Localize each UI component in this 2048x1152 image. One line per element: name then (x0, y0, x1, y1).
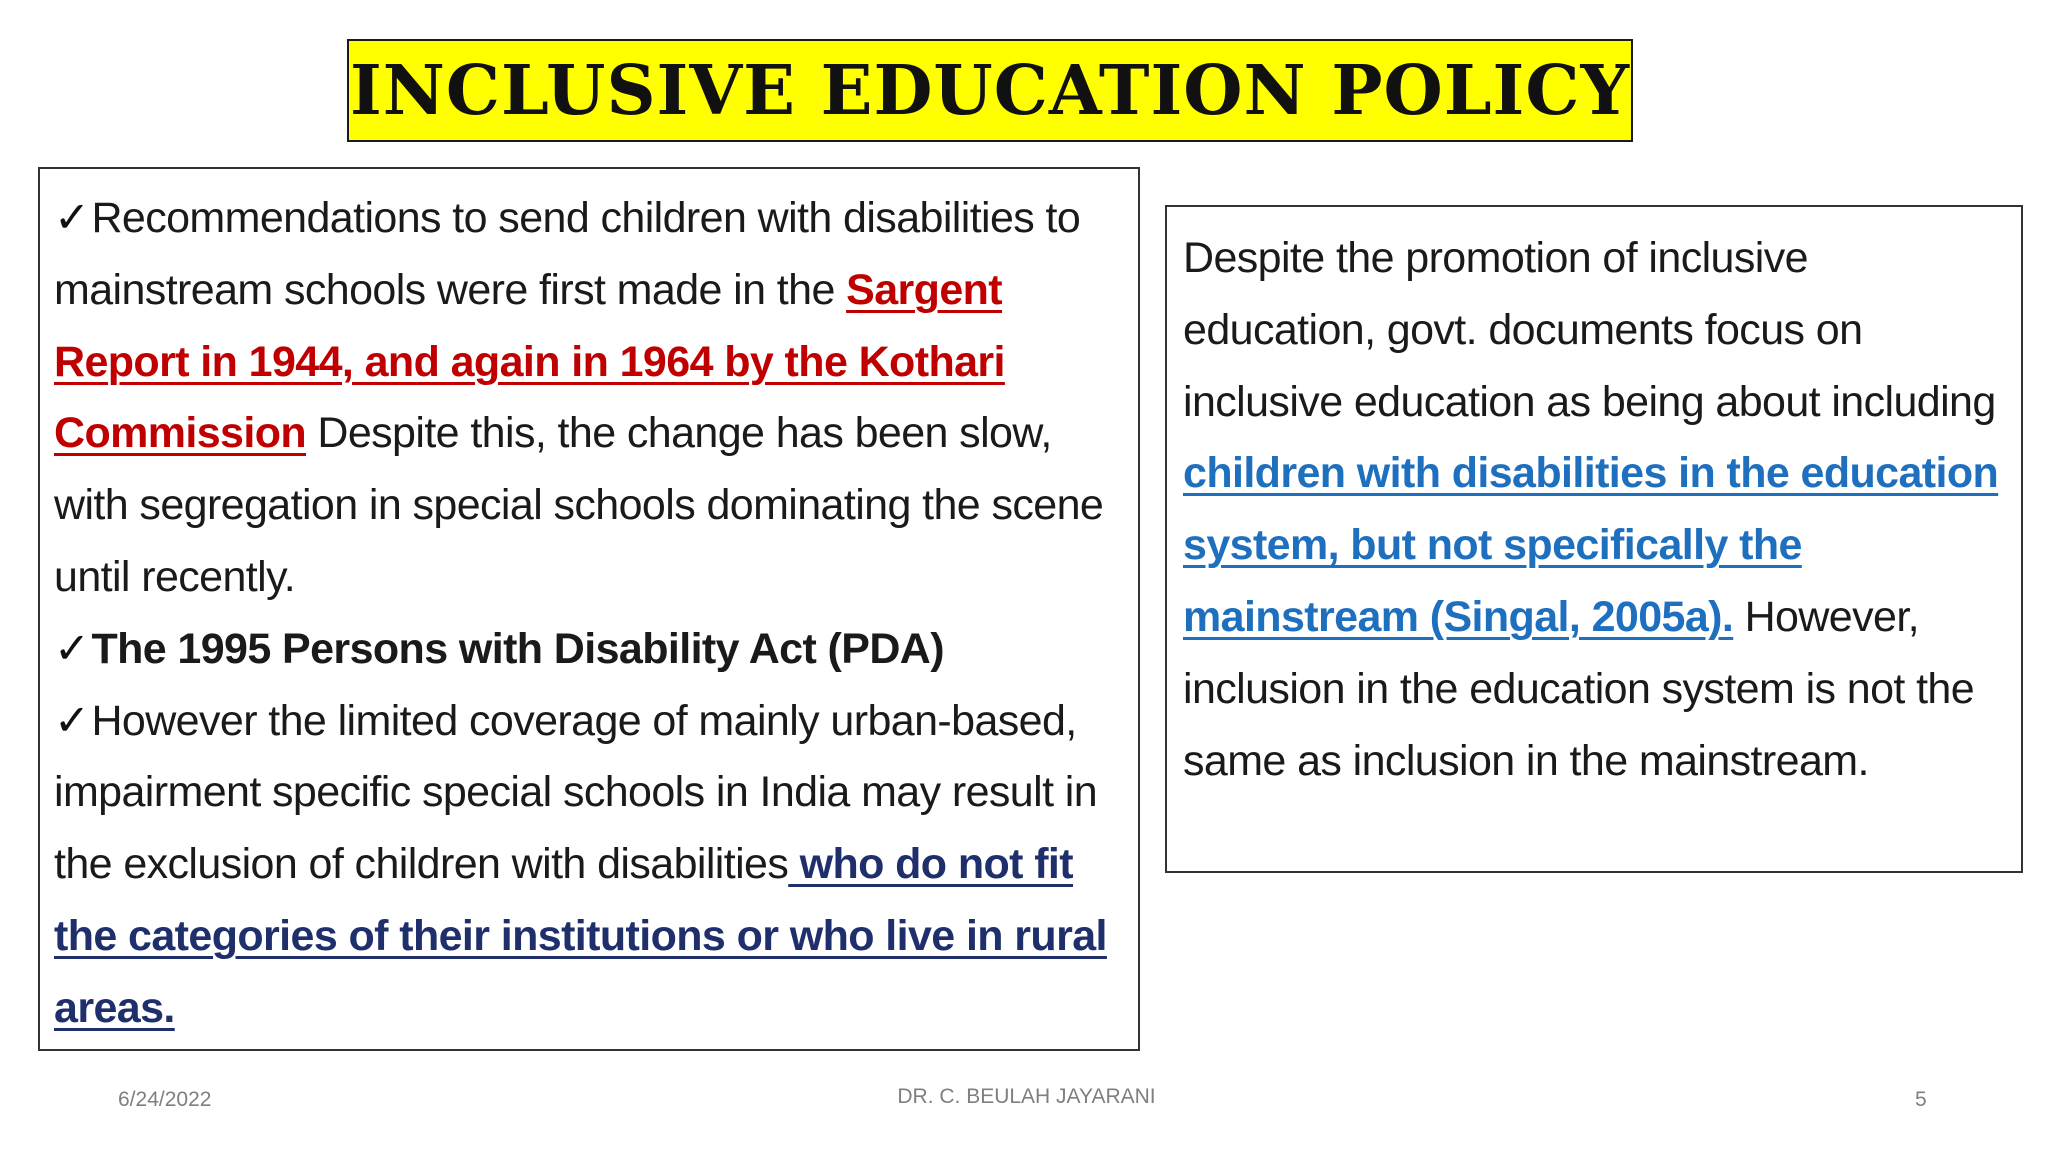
right-text-after: However, inclusion in the education system is not the same as inclusion in the mainstream. (1183, 592, 1975, 785)
para2-bold-text: The 1995 Persons with Disability Act (PDA) (91, 624, 944, 673)
right-content-box (1165, 205, 2023, 873)
singal-2005a-link[interactable]: children with disabilities in the education system, but not specifically the mainstream (Singal, 2005a). (1183, 449, 1999, 641)
title-banner (347, 39, 1633, 142)
sargent-kothari-link[interactable]: Sargent Report in 1944, and again in 1964 by the Kothari Commission (54, 265, 1005, 458)
checkmark-icon: ✓ (54, 695, 90, 746)
bullet-pda-act (54, 614, 1126, 686)
bullet-limited-coverage (54, 686, 1126, 1045)
checkmark-icon: ✓ (54, 623, 90, 674)
footer-page-number: 5 (1915, 1088, 1927, 1111)
right-text-before: Despite the promotion of inclusive education, govt. documents focus on inclusive education as being about including (1183, 234, 1996, 426)
bullet-sargent-report (54, 183, 1126, 614)
para1-text: Recommendations to send children with disabilities to mainstream schools were first made in the (54, 194, 1081, 314)
footer-author: DR. C. BEULAH JAYARANI (897, 1085, 1156, 1108)
slide-title: INCLUSIVE EDUCATION POLICY (349, 50, 1631, 131)
left-content-box (38, 167, 1140, 1051)
footer-date: 6/24/2022 (118, 1088, 212, 1111)
checkmark-icon: ✓ (54, 193, 90, 243)
para1-tail: Despite this, the change has been slow, with segregation in special schools dominating the scene until recently. (54, 409, 1104, 601)
para3-text: However the limited coverage of mainly urban-based, impairment specific special schools in India may result in the exclusion of children with disabilities (54, 696, 1098, 889)
rural-areas-link[interactable]: who do not fit the categories of their institutions or who live in rural areas. (54, 840, 1107, 1032)
